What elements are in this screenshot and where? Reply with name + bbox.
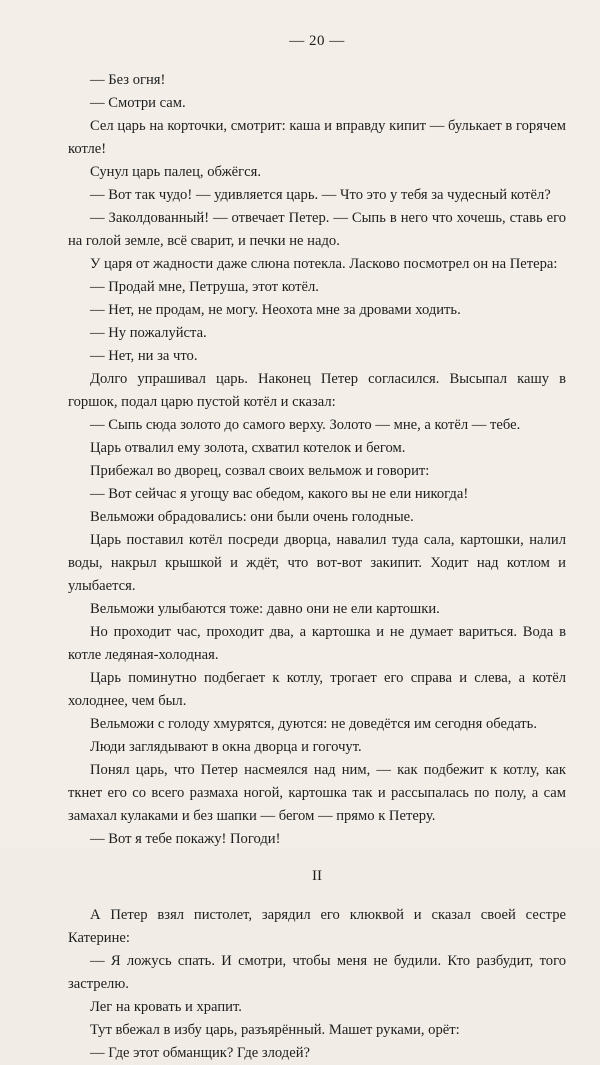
section-header: II xyxy=(312,868,322,884)
paragraph: — Где этот обманщик? Где злодей? xyxy=(90,1045,310,1061)
paragraph: — Вот сейчас я угощу вас обедом, какого вы не ели никогда! xyxy=(90,486,469,502)
paragraph: Прибежал во дворец, созвал своих вельмож и говорит: xyxy=(90,463,430,479)
paragraph: — Я ложусь спать. И смотри, чтобы меня не будили. Кто разбудит, того застрелю. xyxy=(68,953,566,992)
paragraph: Царь отвалил ему золота, схватил котелок и бегом. xyxy=(90,440,406,456)
paragraph: Вельможи с голоду хмурятся, дуются: не доведётся им сегодня обедать. xyxy=(90,716,537,732)
paragraph: — Нет, ни за что. xyxy=(90,348,198,364)
paragraph: Но проходит час, проходит два, а картошка и не думает вариться. Вода в котле ледяная-холодная. xyxy=(68,624,566,663)
paragraph: Долго упрашивал царь. Наконец Петер согласился. Высыпал кашу в горшок, подал царю пустой котёл и сказал: xyxy=(68,371,566,410)
paragraph: А Петер взял пистолет, зарядил его клюквой и сказал своей сестре Катерине: xyxy=(68,907,566,946)
paragraph: — Сыпь сюда золото до самого верху. Золото — мне, а котёл — тебе. xyxy=(90,417,521,433)
paragraph: У царя от жадности даже слюна потекла. Ласково посмотрел он на Петера: xyxy=(90,256,558,272)
paragraph: Лег на кровать и храпит. xyxy=(90,999,242,1015)
paragraph: — Смотри сам. xyxy=(90,95,186,111)
paragraph: — Вот так чудо! — удивляется царь. — Что это у тебя за чудесный котёл? xyxy=(90,187,551,203)
paragraph: Вельможи улыбаются тоже: давно они не ели картошки. xyxy=(90,601,440,617)
paragraph: — Продай мне, Петруша, этот котёл. xyxy=(90,279,319,295)
paragraph: Тут вбежал в избу царь, разъярённый. Машет руками, орёт: xyxy=(90,1022,460,1038)
text-block-bottom xyxy=(68,904,566,1065)
paragraph: Люди заглядывают в окна дворца и гогочут. xyxy=(90,739,362,755)
paragraph: Царь поминутно подбегает к котлу, трогает его справа и слева, а котёл холоднее, чем был. xyxy=(68,670,566,709)
paragraph: — Вот я тебе покажу! Погоди! xyxy=(90,831,281,847)
paragraph: — Заколдованный! — отвечает Петер. — Сыпь в него что хочешь, ставь его на голой земле, всё сварит, и печки не надо. xyxy=(68,210,566,249)
paragraph: Понял царь, что Петер насмеялся над ним, — как подбежит к котлу, как ткнет его со всего размаха ногой, картошка так и рассыпалась по полу, а сам замахал кулаками и без шапки — бегом — прямо к Петеру. xyxy=(68,762,566,824)
paragraph: — Ну пожалуйста. xyxy=(90,325,207,341)
paragraph: Вельможи обрадовались: они были очень голодные. xyxy=(90,509,414,525)
text-block-top xyxy=(68,69,566,851)
page-number: — 20 — xyxy=(289,33,345,49)
paragraph: Сел царь на корточки, смотрит: каша и вправду кипит — булькает в горячем котле! xyxy=(68,118,566,157)
paragraph: — Нет, не продам, не могу. Неохота мне за дровами ходить. xyxy=(90,302,461,318)
paragraph: Сунул царь палец, обжёгся. xyxy=(90,164,261,180)
paragraph: — Без огня! xyxy=(90,72,166,88)
paragraph: Царь поставил котёл посреди дворца, навалил туда сала, картошки, налил воды, накрыл крышкой и ждёт, что вот-вот закипит. Ходит над котлом и улыбается. xyxy=(68,532,566,594)
